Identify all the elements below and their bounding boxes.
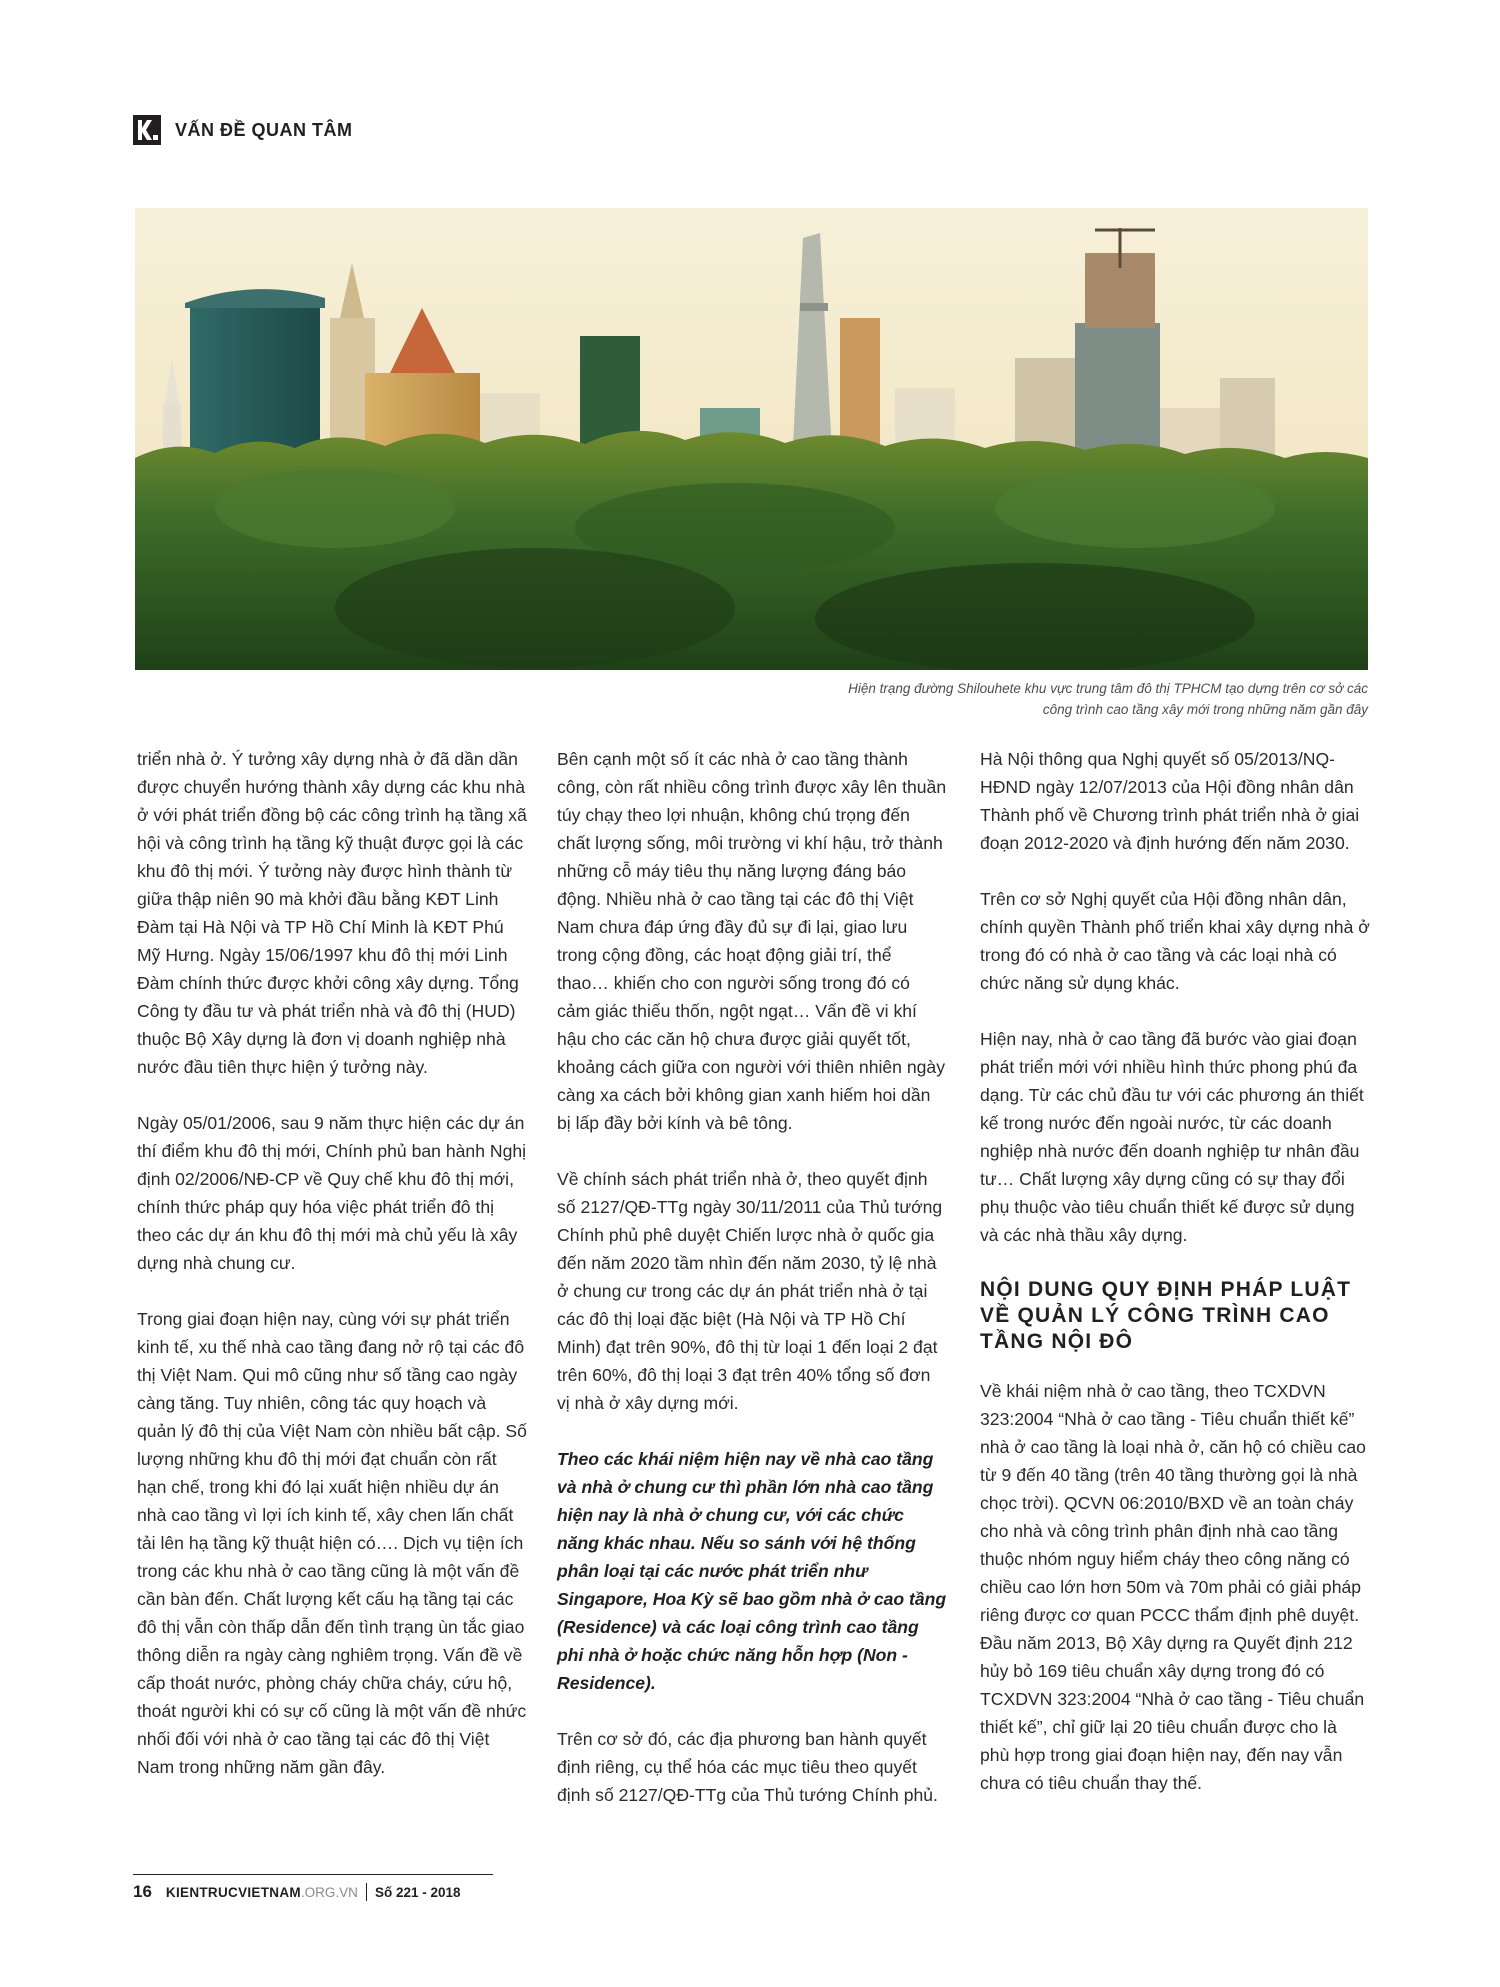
text-column-2	[557, 745, 947, 1837]
city-skyline-photo	[135, 208, 1368, 670]
site-suffix: .ORG.VN	[300, 1884, 358, 1900]
paragraph: Ngày 05/01/2006, sau 9 năm thực hiện các dự án thí điểm khu đô thị mới, Chính phủ ban hành Nghị định 02/2006/NĐ-CP về Quy chế khu đô thị mới, chính thức pháp quy hóa việc phát triển đô thị theo các dự án khu đô thị mới mà chủ yếu là xây dựng nhà chung cư.	[137, 1113, 527, 1273]
photo-caption	[728, 678, 1368, 720]
issue-number: Số 221 - 2018	[374, 1884, 461, 1900]
footer-separator	[366, 1883, 367, 1901]
paragraph: Trong giai đoạn hiện nay, cùng với sự phát triển kinh tế, xu thế nhà cao tầng đang nở rộ tại các đô thị Việt Nam. Qui mô cũng như số tầng cao ngày càng tăng. Tuy nhiên, công tác quy hoạch và quản lý đô thị của Việt Nam còn nhiều bất cập. Số lượng những khu đô thị mới đạt chuẩn còn rất hạn chế, trong khi đó lại xuất hiện nhiều dự án nhà cao tầng vì lợi ích kinh tế, xây chen lấn chất tải lên hạ tầng kỹ thuật hiện có…. Dịch vụ tiện ích trong các khu nhà ở cao tầng cũng là một vấn đề cần bàn đến. Chất lượng kết cấu hạ tầng tại các đô thị vẫn còn thấp dẫn đến tình trạng ùn tắc giao thông diễn ra ngày càng nghiêm trọng. Vấn đề về cấp thoát nước, phòng cháy chữa cháy, cứu hộ, thoát người khi có sự cố cũng là một vấn đề nhức nhối đối với nhà ở cao tầng tại các đô thị Việt Nam trong những năm gần đây.	[137, 1309, 527, 1777]
section-heading: NỘI DUNG QUY ĐỊNH PHÁP LUẬT VỀ QUẢN LÝ CÔNG TRÌNH CAO TẦNG NỘI ĐÔ	[980, 1278, 1352, 1353]
paragraph: Hà Nội thông qua Nghị quyết số 05/2013/NQ-HĐND ngày 12/07/2013 của Hội đồng nhân dân Thành phố về Chương trình phát triển nhà ở giai đoạn 2012-2020 và định hướng đến năm 2030.	[980, 749, 1360, 853]
page-footer	[133, 1874, 493, 1908]
paragraph: Bên cạnh một số ít các nhà ở cao tầng thành công, còn rất nhiều công trình được xây lên thuần túy chạy theo lợi nhuận, không chú trọng đến chất lượng sống, môi trường vi khí hậu, trở thành những cỗ máy tiêu thụ năng lượng đáng báo động. Nhiều nhà ở cao tầng tại các đô thị Việt Nam chưa đáp ứng đầy đủ sự đi lại, giao lưu trong cộng đồng, các hoạt động giải trí, thể thao… khiến cho con người sống trong đó có cảm giác thiếu thốn, ngột ngạt… Vấn đề vi khí hậu cho các căn hộ chưa được giải quyết tốt, khoảng cách giữa con người với thiên nhiên ngày càng xa cách bởi không gian xanh hiếm hoi dần bị lấp đầy bởi kính và bê tông.	[557, 749, 947, 1133]
highlight-paragraph: Theo các khái niệm hiện nay về nhà cao tầng và nhà ở chung cư thì phần lớn nhà cao tầng hiện nay là nhà ở chung cư, với các chức năng khác nhau. Nếu so sánh với hệ thống phân loại tại các nước phát triển như Singapore, Hoa Kỳ sẽ bao gồm nhà ở cao tầng (Residence) và các loại công trình cao tầng phi nhà ở hoặc chức năng hỗn hợp (Non - Residence).	[557, 1449, 947, 1693]
caption-line-2: công trình cao tầng xây mới trong những năm gần đây	[1042, 702, 1368, 717]
magazine-logo-icon	[133, 115, 161, 145]
section-label: VẤN ĐỀ QUAN TÂM	[175, 119, 353, 140]
paragraph: Hiện nay, nhà ở cao tầng đã bước vào giai đoạn phát triển mới với nhiều hình thức phong phú đa dạng. Từ các chủ đầu tư với các phương án thiết kế trong nước đến ngoài nước, từ các doanh nghiệp nhà nước đến doanh nghiệp tư nhân đầu tư… Chất lượng xây dựng cũng có sự thay đổi phụ thuộc vào tiêu chuẩn thiết kế được sử dụng và các nhà thầu xây dựng.	[980, 1029, 1364, 1245]
site-name: KIENTRUCVIETNAM	[165, 1884, 301, 1900]
paragraph: Về khái niệm nhà ở cao tầng, theo TCXDVN 323:2004 “Nhà ở cao tầng - Tiêu chuẩn thiết kế” nhà ở cao tầng là loại nhà ở, căn hộ có chiều cao từ 9 đến 40 tầng (trên 40 tầng thường gọi là nhà chọc trời). QCVN 06:2010/BXD về an toàn cháy cho nhà và công trình phân định nhà cao tầng thuộc nhóm nguy hiểm cháy theo công năng có chiều cao lớn hơn 50m và 70m phải có giải pháp riêng được cơ quan PCCC thẩm định phê duyệt. Đầu năm 2013, Bộ Xây dựng ra Quyết định 212 hủy bỏ 169 tiêu chuẩn xây dựng trong đó có TCXDVN 323:2004 “Nhà ở cao tầng - Tiêu chuẩn thiết kế”, chỉ giữ lại 20 tiêu chuẩn được cho là phù hợp trong giai đoạn hiện nay, đến nay vẫn chưa có tiêu chuẩn thay thế.	[980, 1381, 1366, 1793]
page-header	[133, 112, 353, 148]
footer-rule	[133, 1874, 493, 1875]
paragraph: Về chính sách phát triển nhà ở, theo quyết định số 2127/QĐ-TTg ngày 30/11/2011 của Thủ tướng Chính phủ phê duyệt Chiến lược nhà ở quốc gia đến năm 2020 tầm nhìn đến năm 2030, tỷ lệ nhà ở chung cư trong các dự án phát triển nhà ở tại các đô thị loại đặc biệt (Hà Nội và TP Hồ Chí Minh) đạt trên 90%, đô thị từ loại 1 đến loại 2 đạt trên 60%, đô thị loại 3 đạt trên 40% tổng số đơn vị nhà ở xây dựng mới.	[557, 1169, 943, 1413]
paragraph: Trên cơ sở Nghị quyết của Hội đồng nhân dân, chính quyền Thành phố triển khai xây dựng nhà ở trong đó có nhà ở cao tầng và các loại nhà có chức năng sử dụng khác.	[980, 889, 1370, 993]
text-column-3	[980, 745, 1370, 1825]
paragraph: Trên cơ sở đó, các địa phương ban hành quyết định riêng, cụ thể hóa các mục tiêu theo quyết định số 2127/QĐ-TTg của Thủ tướng Chính phủ.	[557, 1729, 938, 1805]
caption-line-1: Hiện trạng đường Shilouhete khu vực trung tâm đô thị TPHCM tạo dựng trên cơ sở các	[848, 681, 1368, 696]
paragraph: triển nhà ở. Ý tưởng xây dựng nhà ở đã dần dần được chuyển hướng thành xây dựng các khu nhà ở với phát triển đồng bộ các công trình hạ tầng xã hội và công trình hạ tầng kỹ thuật được gọi là các khu đô thị mới. Ý tưởng này được hình thành từ giữa thập niên 90 mà khởi đầu bằng KĐT Linh Đàm tại Hà Nội và TP Hồ Chí Minh là KĐT Phú Mỹ Hưng. Ngày 15/06/1997 khu đô thị mới Linh Đàm chính thức được khởi công xây dựng. Tổng Công ty đầu tư và phát triển nhà và đô thị (HUD) thuộc Bộ Xây dựng là đơn vị doanh nghiệp nhà nước đầu tiên thực hiện ý tưởng này.	[137, 749, 527, 1077]
text-column-1	[137, 745, 527, 1809]
page-number: 16	[133, 1882, 152, 1901]
